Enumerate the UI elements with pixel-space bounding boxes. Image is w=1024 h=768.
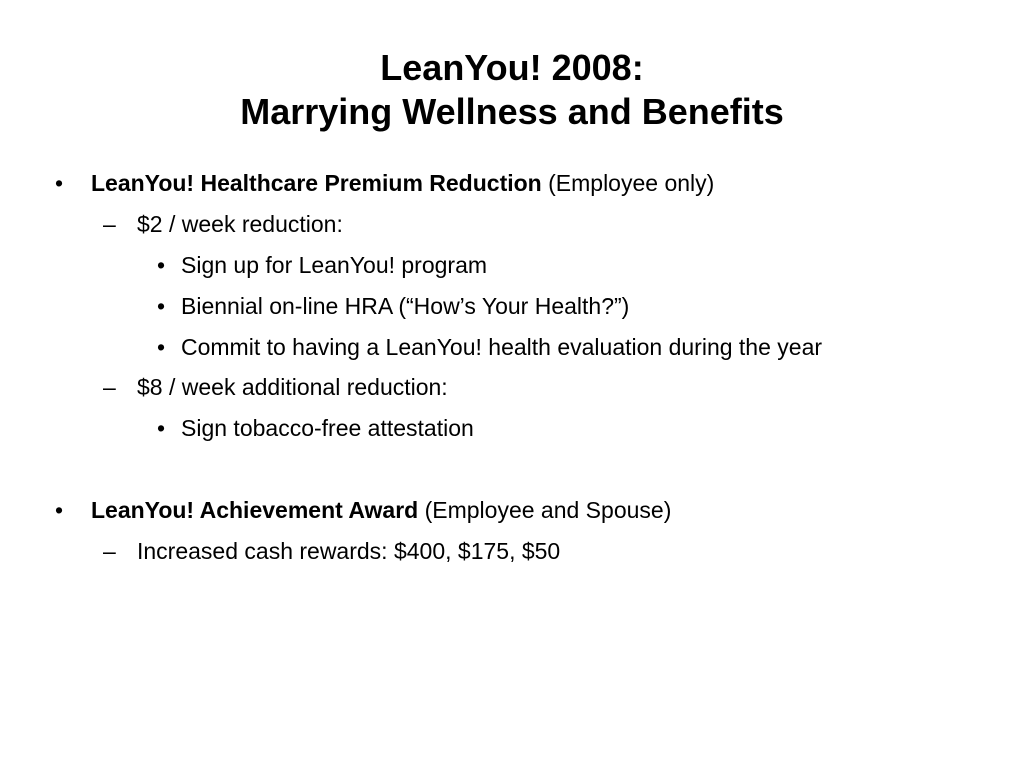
bullet-icon: •	[157, 293, 166, 319]
item-bold-text: LeanYou! Healthcare Premium Reduction	[91, 170, 542, 196]
title-line-2: Marrying Wellness and Benefits	[240, 91, 784, 132]
list-item-2-dollar-reduction: $2 / week reduction:	[137, 211, 343, 237]
item-bold-text: LeanYou! Achievement Award	[91, 497, 419, 523]
bullet-icon: •	[157, 334, 166, 360]
dash-icon: –	[103, 374, 116, 400]
dash-icon: –	[103, 538, 116, 564]
list-item-achievement-award	[91, 495, 671, 525]
list-item-hra: Biennial on-line HRA (“How’s Your Health?”)	[181, 293, 630, 319]
title-line-1: LeanYou! 2008:	[380, 47, 644, 88]
slide-title	[0, 46, 1024, 134]
list-item-health-evaluation: Commit to having a LeanYou! health evaluation during the year	[181, 334, 823, 360]
list-item-sign-up: Sign up for LeanYou! program	[181, 252, 488, 278]
list-item-tobacco-free: Sign tobacco-free attestation	[181, 415, 474, 441]
bullet-icon: •	[55, 170, 64, 196]
dash-icon: –	[103, 211, 116, 237]
bullet-icon: •	[55, 497, 64, 523]
list-item-premium-reduction	[91, 168, 714, 198]
bullet-icon: •	[157, 252, 166, 278]
item-rest-text: (Employee and Spouse)	[418, 497, 672, 523]
list-item-8-dollar-reduction: $8 / week additional reduction:	[137, 374, 448, 400]
bullet-icon: •	[157, 415, 166, 441]
list-item-cash-rewards: Increased cash rewards: $400, $175, $50	[137, 538, 561, 564]
item-rest-text: (Employee only)	[541, 170, 715, 196]
